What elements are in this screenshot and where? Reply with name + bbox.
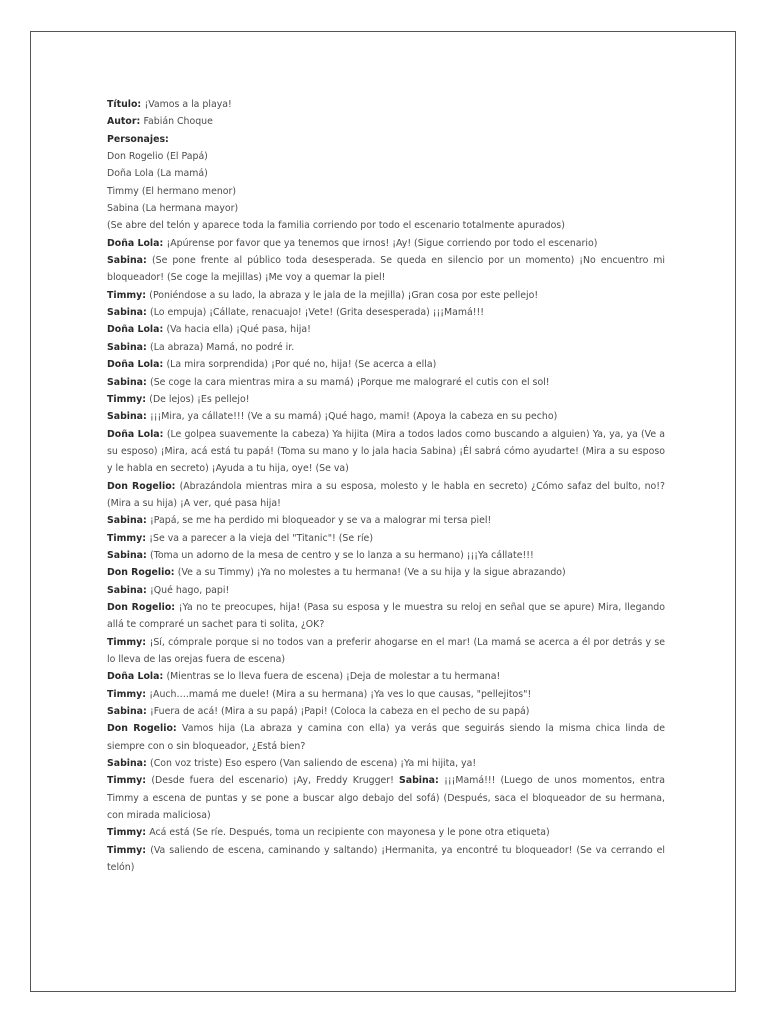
script-line bbox=[107, 287, 665, 304]
speaker-separator: : bbox=[170, 567, 178, 579]
speaker-separator: : bbox=[159, 428, 167, 440]
script-line bbox=[107, 148, 665, 165]
speaker-separator: : bbox=[143, 376, 151, 388]
script-line bbox=[107, 321, 665, 338]
speaker-name: Don Rogelio bbox=[107, 723, 173, 735]
line-text: (La abraza) Mamá, no podré ir. bbox=[150, 341, 295, 353]
speaker-name: Timmy bbox=[107, 393, 143, 405]
speaker-name: Doña Lola bbox=[107, 324, 160, 336]
speaker-name: Sabina bbox=[399, 775, 436, 787]
speaker-name: Doña Lola bbox=[107, 428, 160, 440]
speaker-name: Sabina bbox=[107, 584, 144, 596]
speaker-name: Sabina bbox=[107, 706, 144, 718]
script-line bbox=[107, 217, 665, 234]
speaker-name: Título bbox=[107, 99, 138, 110]
line-text: Don Rogelio (El Papá) bbox=[107, 151, 208, 163]
speaker-separator: : bbox=[165, 133, 169, 145]
script-line bbox=[107, 339, 665, 356]
script-line bbox=[107, 235, 665, 252]
speaker-separator: : bbox=[142, 775, 152, 787]
line-text: (Lo empuja) ¡Cállate, renacuajo! ¡Vete! (Grita desesperada) ¡¡¡Mamá!!! bbox=[150, 307, 485, 319]
line-text: ¡Apúrense por favor que ya tenemos que irnos! ¡Ay! (Sigue corriendo por todo el escenario) bbox=[166, 237, 598, 249]
line-text: Acá está (Se ríe. Después, toma un recipiente con mayonesa y le pone otra etiqueta) bbox=[149, 827, 550, 839]
speaker-name: Don Rogelio bbox=[107, 480, 172, 492]
speaker-separator: : bbox=[171, 480, 180, 492]
script-line bbox=[107, 720, 665, 755]
speaker-name: Personajes bbox=[107, 133, 166, 145]
speaker-name: Timmy bbox=[107, 827, 143, 839]
script-line bbox=[107, 356, 665, 373]
line-text: ¡Fuera de acá! (Mira a su papá) ¡Papi! (Coloca la cabeza en el pecho de su papá) bbox=[150, 706, 530, 718]
line-text: (Se coge la cara mientras mira a su mamá) ¡Porque me malograré el cutis con el sol! bbox=[150, 376, 550, 388]
script-line bbox=[107, 391, 665, 408]
script-line bbox=[107, 564, 665, 581]
speaker-separator: : bbox=[142, 532, 150, 544]
speaker-separator: : bbox=[143, 515, 151, 527]
speaker-name: Timmy bbox=[107, 289, 143, 301]
speaker-separator: : bbox=[159, 324, 167, 336]
speaker-separator: : bbox=[143, 549, 151, 561]
speaker-name: Don Rogelio bbox=[107, 601, 172, 613]
speaker-separator: : bbox=[137, 99, 145, 110]
line-text: (Poniéndose a su lado, la abraza y le jala de la mejilla) ¡Gran cosa por este pellejo! bbox=[149, 289, 539, 301]
line-text: (Desde fuera del escenario) ¡Ay, Freddy Krugger! bbox=[151, 775, 394, 787]
line-text: ¡Qué hago, papi! bbox=[150, 584, 230, 596]
speaker-separator: : bbox=[143, 255, 153, 267]
script-line bbox=[107, 165, 665, 182]
script-line bbox=[107, 824, 665, 841]
speaker-name: Doña Lola bbox=[107, 671, 160, 683]
line-text: (De lejos) ¡Es pellejo! bbox=[149, 393, 250, 405]
line-text: ¡Vamos a la playa! bbox=[144, 99, 232, 110]
speaker-separator: : bbox=[143, 341, 151, 353]
speaker-separator: : bbox=[143, 411, 151, 423]
line-text: ¡¡¡Mira, ya cállate!!! (Ve a su mamá) ¡Qué hago, mami! (Apoya la cabeza en su pecho) bbox=[150, 411, 558, 423]
speaker-name: Sabina bbox=[107, 255, 144, 267]
script-line bbox=[107, 252, 665, 287]
script-line bbox=[107, 113, 665, 130]
script-line bbox=[107, 200, 665, 217]
script-line bbox=[107, 183, 665, 200]
script-line bbox=[107, 512, 665, 529]
line-text: ¡Auch….mamá me duele! (Mira a su hermana) ¡Ya ves lo que causas, "pellejitos"! bbox=[149, 688, 532, 700]
line-text: (La mira sorprendida) ¡Por qué no, hija! (Se acerca a ella) bbox=[166, 359, 437, 371]
speaker-separator: : bbox=[142, 393, 150, 405]
line-text: (Va saliendo de escena, caminando y saltando) ¡Hermanita, ya encontré tu bloqueador! (Se va cerrando el telón) bbox=[107, 844, 665, 874]
speaker-name: Sabina bbox=[107, 307, 144, 319]
speaker-separator: : bbox=[143, 584, 151, 596]
speaker-name: Timmy bbox=[107, 688, 143, 700]
script-text bbox=[107, 96, 665, 876]
line-text: ¡Se va a parecer a la vieja del "Titanic"! (Se ríe) bbox=[149, 532, 373, 544]
speaker-name: Timmy bbox=[107, 775, 143, 787]
line-text: Sabina (La hermana mayor) bbox=[107, 203, 239, 215]
speaker-separator: : bbox=[142, 827, 150, 839]
document-page bbox=[30, 31, 736, 992]
line-text: Vamos hija (La abraza y camina con ella) ya verás que seguirás siendo la misma chica linda de siempre con o sin bloqueador, ¿Está bien? bbox=[107, 723, 665, 752]
line-text: ¡Sí, cómprale porque si no todos van a preferir ahogarse en el mar! (La mamá se acerca a él por detrás y se lo lleva de las orejas fuera de escena) bbox=[107, 636, 665, 665]
script-line bbox=[107, 668, 665, 685]
script-line bbox=[107, 374, 665, 391]
script-line bbox=[107, 772, 665, 824]
script-line bbox=[107, 131, 665, 148]
line-text: (Va hacia ella) ¡Qué pasa, hija! bbox=[166, 324, 311, 336]
speaker-separator: : bbox=[142, 289, 150, 301]
speaker-name: Sabina bbox=[107, 376, 144, 388]
speaker-separator: : bbox=[159, 671, 167, 683]
script-line bbox=[107, 426, 665, 478]
speaker-name: Don Rogelio bbox=[107, 567, 171, 579]
speaker-separator: : bbox=[171, 601, 179, 613]
line-text: ¡Ya no te preocupes, hija! (Pasa su esposa y le muestra su reloj en señal que se apure) Mira, llegando allá te compraré un sachet para ti solita, ¿OK? bbox=[107, 601, 665, 631]
line-text: Timmy (El hermano menor) bbox=[107, 185, 237, 197]
script-line bbox=[107, 478, 665, 513]
line-text: (Mientras se lo lleva fuera de escena) ¡Deja de molestar a tu hermana! bbox=[166, 671, 501, 683]
script-line bbox=[107, 96, 665, 113]
speaker-separator: : bbox=[435, 775, 445, 787]
speaker-separator: : bbox=[143, 307, 151, 319]
line-text: Fabián Choque bbox=[143, 116, 213, 128]
script-line bbox=[107, 634, 665, 669]
speaker-separator: : bbox=[136, 116, 144, 128]
speaker-separator: : bbox=[142, 636, 150, 648]
line-text: (Se abre del telón y aparece toda la familia corriendo por todo el escenario totalmente apurados) bbox=[107, 220, 565, 232]
script-line bbox=[107, 547, 665, 564]
speaker-separator: : bbox=[142, 688, 150, 700]
speaker-separator: : bbox=[142, 844, 151, 856]
speaker-name: Timmy bbox=[107, 636, 143, 648]
speaker-name: Doña Lola bbox=[107, 237, 160, 249]
script-line bbox=[107, 304, 665, 321]
line-text: ¡Papá, se me ha perdido mi bloqueador y se va a malograr mi tersa piel! bbox=[150, 515, 492, 527]
speaker-separator: : bbox=[143, 706, 151, 718]
speaker-name: Timmy bbox=[107, 532, 143, 544]
line-text: (Con voz triste) Eso espero (Van saliendo de escena) ¡Ya mi hijita, ya! bbox=[150, 758, 477, 770]
line-text: Doña Lola (La mamá) bbox=[107, 168, 208, 180]
script-line bbox=[107, 703, 665, 720]
script-line bbox=[107, 686, 665, 703]
line-text: (Ve a su Timmy) ¡Ya no molestes a tu hermana! (Ve a su hija y la sigue abrazando) bbox=[177, 567, 566, 579]
line-text: (Se pone frente al público toda desesperada. Se queda en silencio por un momento) ¡No encuentro mi bloqueador! (Se coge la mejillas) ¡Me voy a quemar la piel! bbox=[107, 255, 666, 284]
script-line bbox=[107, 530, 665, 547]
speaker-name: Sabina bbox=[107, 411, 144, 423]
script-line bbox=[107, 582, 665, 599]
speaker-name: Sabina bbox=[107, 549, 144, 561]
script-line bbox=[107, 755, 665, 772]
script-line bbox=[107, 408, 665, 425]
script-line bbox=[107, 599, 665, 634]
speaker-separator: : bbox=[143, 758, 151, 770]
speaker-separator: : bbox=[159, 237, 167, 249]
script-line bbox=[107, 842, 665, 877]
line-text: (Le golpea suavemente la cabeza) Ya hijita (Mira a todos lados como buscando a alguien) Ya, ya, ya (Ve a su esposo) ¡Mira, acá está tu papá! (Toma su mano y lo jala hacia Sabina) ¡Él sabrá cómo ayudarte! (Mira a su esposo y le habla en secreto) ¡Ayuda a tu hija, oye! (Se va) bbox=[107, 428, 665, 475]
line-text: (Abrazándola mientras mira a su esposa, molesto y le habla en secreto) ¿Cómo safaz del bulto, no!? (Mira a su hija) ¡A ver, qué pasa hija! bbox=[107, 480, 665, 509]
speaker-name: Autor bbox=[107, 116, 137, 128]
line-text: ¡¡¡Mamá!!! (Luego de unos momentos, entra Timmy a escena de puntas y se pone a buscar algo debajo del sofá) (Después, saca el bloqueador de su hermana, con mirada maliciosa) bbox=[107, 775, 666, 822]
speaker-name: Sabina bbox=[107, 758, 144, 770]
speaker-name: Sabina bbox=[107, 515, 144, 527]
line-text: (Toma un adorno de la mesa de centro y se lo lanza a su hermano) ¡¡¡Ya cállate!!! bbox=[150, 549, 534, 561]
speaker-name: Doña Lola bbox=[107, 359, 160, 371]
speaker-separator: : bbox=[172, 723, 183, 735]
speaker-separator: : bbox=[159, 359, 167, 371]
speaker-name: Sabina bbox=[107, 341, 144, 353]
speaker-name: Timmy bbox=[107, 844, 143, 856]
